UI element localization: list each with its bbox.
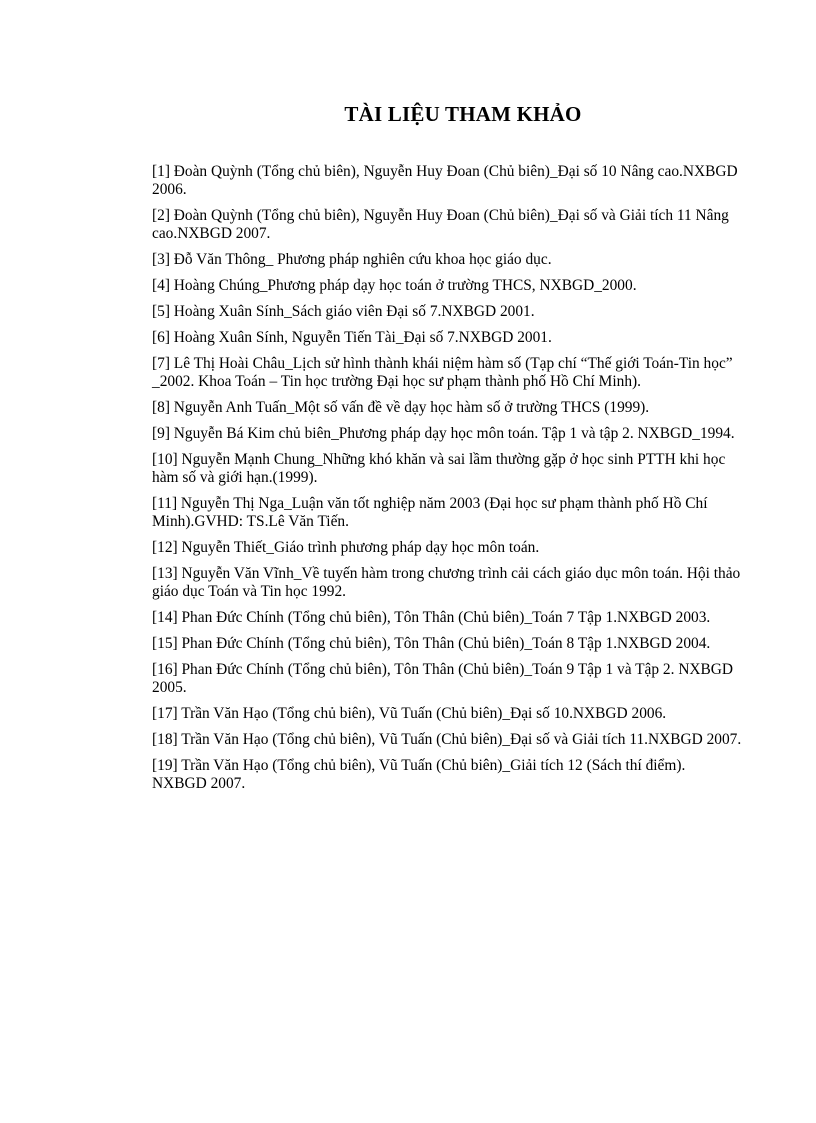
reference-item: [7] Lê Thị Hoài Châu_Lịch sử hình thành khái niệm hàm số (Tạp chí “Thế giới Toán-Tin học” _2002. Khoa Toán – Tin học trường Đại học sư phạm thành phố Hồ Chí Minh).: [152, 355, 733, 390]
reference-item: [18] Trần Văn Hạo (Tổng chủ biên), Vũ Tuấn (Chủ biên)_Đại số và Giải tích 11.NXBGD 2007.: [152, 731, 742, 748]
page-title: TÀI LIỆU THAM KHẢO: [344, 102, 582, 126]
reference-item: [19] Trần Văn Hạo (Tổng chủ biên), Vũ Tuấn (Chủ biên)_Giải tích 12 (Sách thí điểm). NXBGD 2007.: [152, 757, 686, 792]
reference-item: [13] Nguyễn Văn Vĩnh_Về tuyến hàm trong chương trình cải cách giáo dục môn toán. Hội thảo giáo dục Toán và Tin học 1992.: [152, 565, 741, 600]
reference-item: [1] Đoàn Quỳnh (Tổng chủ biên), Nguyễn Huy Đoan (Chủ biên)_Đại số 10 Nâng cao.NXBGD 2006.: [152, 163, 738, 198]
reference-item: [11] Nguyễn Thị Nga_Luận văn tốt nghiệp năm 2003 (Đại học sư phạm thành phố Hồ Chí Minh).GVHD: TS.Lê Văn Tiến.: [152, 495, 708, 530]
reference-item: [3] Đỗ Văn Thông_ Phương pháp nghiên cứu khoa học giáo dục.: [152, 251, 552, 268]
reference-item: [14] Phan Đức Chính (Tổng chủ biên), Tôn Thân (Chủ biên)_Toán 7 Tập 1.NXBGD 2003.: [152, 609, 711, 626]
reference-item: [5] Hoàng Xuân Sính_Sách giáo viên Đại số 7.NXBGD 2001.: [152, 303, 535, 320]
reference-list: [152, 163, 742, 801]
reference-item: [9] Nguyễn Bá Kim chủ biên_Phương pháp dạy học môn toán. Tập 1 và tập 2. NXBGD_1994.: [152, 425, 735, 442]
reference-item: [10] Nguyễn Mạnh Chung_Những khó khăn và sai lầm thường gặp ở học sinh PTTH khi học hàm số và giới hạn.(1999).: [152, 451, 726, 486]
reference-item: [17] Trần Văn Hạo (Tổng chủ biên), Vũ Tuấn (Chủ biên)_Đại số 10.NXBGD 2006.: [152, 705, 667, 722]
reference-item: [12] Nguyễn Thiết_Giáo trình phương pháp dạy học môn toán.: [152, 539, 540, 556]
reference-item: [2] Đoàn Quỳnh (Tổng chủ biên), Nguyễn Huy Đoan (Chủ biên)_Đại số và Giải tích 11 Nâng cao.NXBGD 2007.: [152, 207, 729, 242]
reference-item: [15] Phan Đức Chính (Tổng chủ biên), Tôn Thân (Chủ biên)_Toán 8 Tập 1.NXBGD 2004.: [152, 635, 711, 652]
reference-item: [8] Nguyễn Anh Tuấn_Một số vấn đề về dạy học hàm số ở trường THCS (1999).: [152, 399, 650, 416]
reference-item: [16] Phan Đức Chính (Tổng chủ biên), Tôn Thân (Chủ biên)_Toán 9 Tập 1 và Tập 2. NXBGD 2005.: [152, 661, 734, 696]
reference-item: [6] Hoàng Xuân Sính, Nguyễn Tiến Tài_Đại số 7.NXBGD 2001.: [152, 329, 552, 346]
reference-item: [4] Hoàng Chúng_Phương pháp dạy học toán ở trường THCS, NXBGD_2000.: [152, 277, 637, 294]
